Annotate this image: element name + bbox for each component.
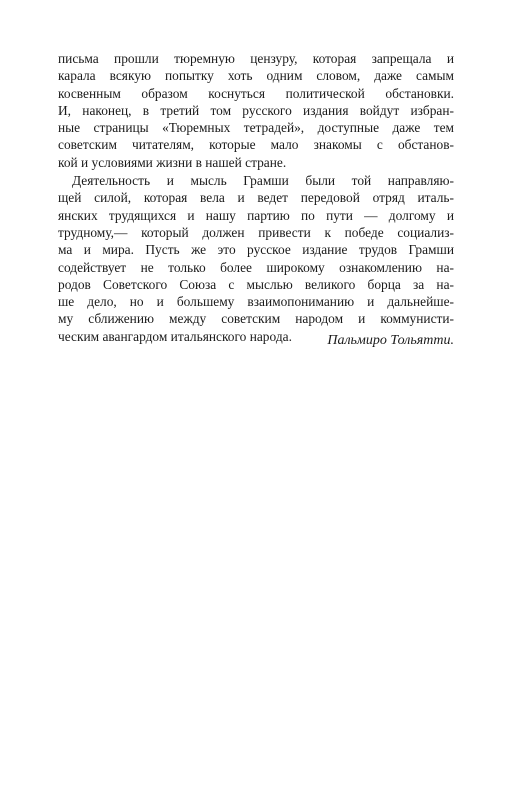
text-line: ма и мира. Пусть же это русское издание трудов Грамши	[58, 242, 454, 258]
text-line: советским читателям, которые мало знакомы с обстанов-	[58, 137, 454, 153]
text-line: Деятельность и мысль Грамши были той направляю-	[72, 173, 454, 189]
text-line: трудному,— который должен привести к победе социализ-	[58, 224, 454, 240]
paragraph-1	[58, 50, 454, 171]
text-line: щей силой, которая вела и ведет передовой отряд италь-	[58, 190, 454, 206]
text-line: ше дело, но и большему взаимопониманию и дальнейше-	[58, 294, 454, 310]
body-text	[58, 50, 454, 345]
text-line: И, наконец, в третий том русского издания войдут избран-	[58, 102, 454, 118]
text-line: косвенным образом коснуться политической обстановки.	[58, 85, 454, 101]
text-line: письма прошли тюремную цензуру, которая запрещала и	[58, 51, 454, 66]
paragraph-2	[58, 172, 454, 345]
text-line: родов Советского Союза с мыслью великого борца за на-	[58, 276, 454, 292]
text-line: содействует не только более широкому ознакомлению на-	[58, 259, 454, 275]
text-line: ческим авангардом итальянского народа.	[58, 328, 292, 344]
text-line: янских трудящихся и нашу партию по пути — долгому и	[58, 207, 454, 223]
author-signature: Пальмиро Тольятти.	[327, 333, 454, 348]
text-line: ные страницы «Тюремных тетрадей», доступные даже тем	[58, 120, 454, 136]
text-line: му сближению между советским народом и коммунисти-	[58, 311, 454, 327]
text-line: кой и условиями жизни в нашей стране.	[58, 154, 287, 170]
text-line: карала всякую попытку хоть одним словом, даже самым	[58, 68, 454, 84]
